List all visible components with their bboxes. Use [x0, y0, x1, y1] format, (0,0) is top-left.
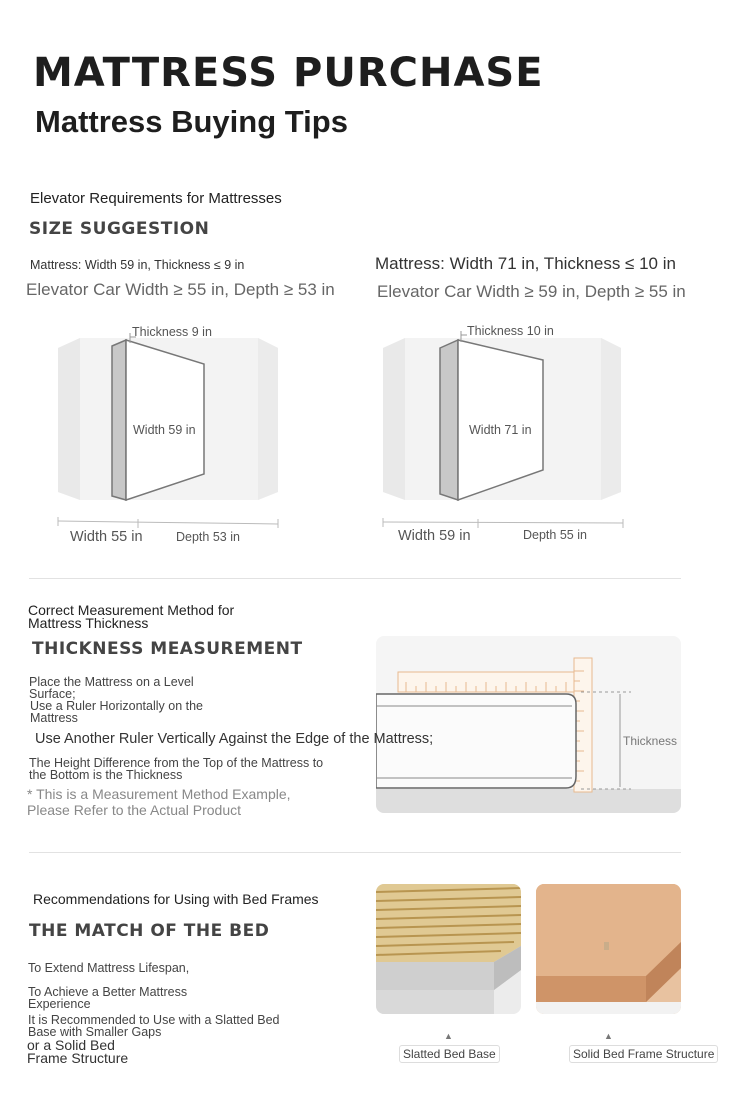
thickness-section-label: Correct Measurement Method for Mattress Thickness — [28, 602, 235, 631]
elevator-section-heading: SIZE SUGGESTION — [29, 219, 210, 239]
step-vertical-ruler: Use Another Ruler Vertically Against the Edge of the Mattress; — [35, 731, 434, 747]
page-title: MATTRESS PURCHASE — [33, 50, 544, 96]
bedframe-tip-experience: To Achieve a Better Mattress Experience — [28, 985, 188, 1011]
slatted-bed-image — [376, 884, 521, 1014]
right-thickness-label: Thickness 10 in — [467, 324, 554, 338]
thickness-diagram-label: Thickness — [623, 734, 678, 748]
caret-up-icon: ▲ — [444, 1031, 453, 1041]
left-car-depth-label: Depth 53 in — [176, 530, 240, 544]
right-elevator-car-spec: Elevator Car Width ≥ 59 in, Depth ≥ 55 in — [377, 282, 686, 301]
bedframe-tip-slatted: It is Recommended to Use with a Slatted Bed Base with Smaller Gaps — [28, 1013, 280, 1039]
right-mattress-edge — [440, 340, 458, 500]
left-width-label: Width 59 in — [133, 423, 196, 437]
left-mattress-face — [126, 340, 204, 500]
bedframe-section-heading: THE MATCH OF THE BED — [29, 921, 270, 941]
left-mattress-spec: Mattress: Width 59 in, Thickness ≤ 9 in — [30, 258, 245, 272]
section-divider — [29, 578, 681, 579]
step-level-surface: Place the Mattress on a Level Surface; — [29, 675, 194, 701]
step-horizontal-ruler: Use a Ruler Horizontally on the Mattress — [30, 699, 203, 725]
left-mattress-edge — [112, 340, 126, 500]
thickness-diagram — [376, 636, 681, 813]
left-elevator-car-spec: Elevator Car Width ≥ 55 in, Depth ≥ 53 in — [26, 280, 335, 299]
page-subtitle: Mattress Buying Tips — [35, 104, 348, 139]
caret-up-icon: ▲ — [604, 1031, 613, 1041]
step-height-difference: The Height Difference from the Top of the Mattress to the Bottom is the Thickness — [29, 756, 324, 782]
solid-bed-image — [536, 884, 681, 1014]
solid-bed-caption: Solid Bed Frame Structure — [569, 1045, 718, 1063]
bedframe-tip-solid: or a Solid Bed Frame Structure — [27, 1037, 129, 1066]
right-car-dimension-line — [383, 522, 623, 523]
thickness-section-heading: THICKNESS MEASUREMENT — [32, 639, 303, 659]
right-car-width-label: Width 59 in — [398, 528, 471, 544]
left-car-width-label: Width 55 in — [70, 529, 143, 545]
section-divider — [29, 852, 681, 853]
right-mattress-spec: Mattress: Width 71 in, Thickness ≤ 10 in — [375, 254, 676, 273]
bedframe-section-label: Recommendations for Using with Bed Frames — [33, 891, 319, 907]
left-thickness-label: Thickness 9 in — [132, 325, 212, 339]
horizontal-ruler — [398, 672, 576, 692]
elevator-section-label: Elevator Requirements for Mattresses — [30, 190, 282, 207]
floor — [376, 789, 681, 813]
right-car-depth-label: Depth 55 in — [523, 528, 587, 542]
left-car-dimension-line — [58, 521, 278, 524]
measurement-note: * This is a Measurement Method Example, Please Refer to the Actual Product — [27, 786, 291, 818]
slatted-bed-caption: Slatted Bed Base — [399, 1045, 500, 1063]
right-width-label: Width 71 in — [469, 423, 532, 437]
bedframe-tip-lifespan: To Extend Mattress Lifespan, — [28, 961, 190, 975]
